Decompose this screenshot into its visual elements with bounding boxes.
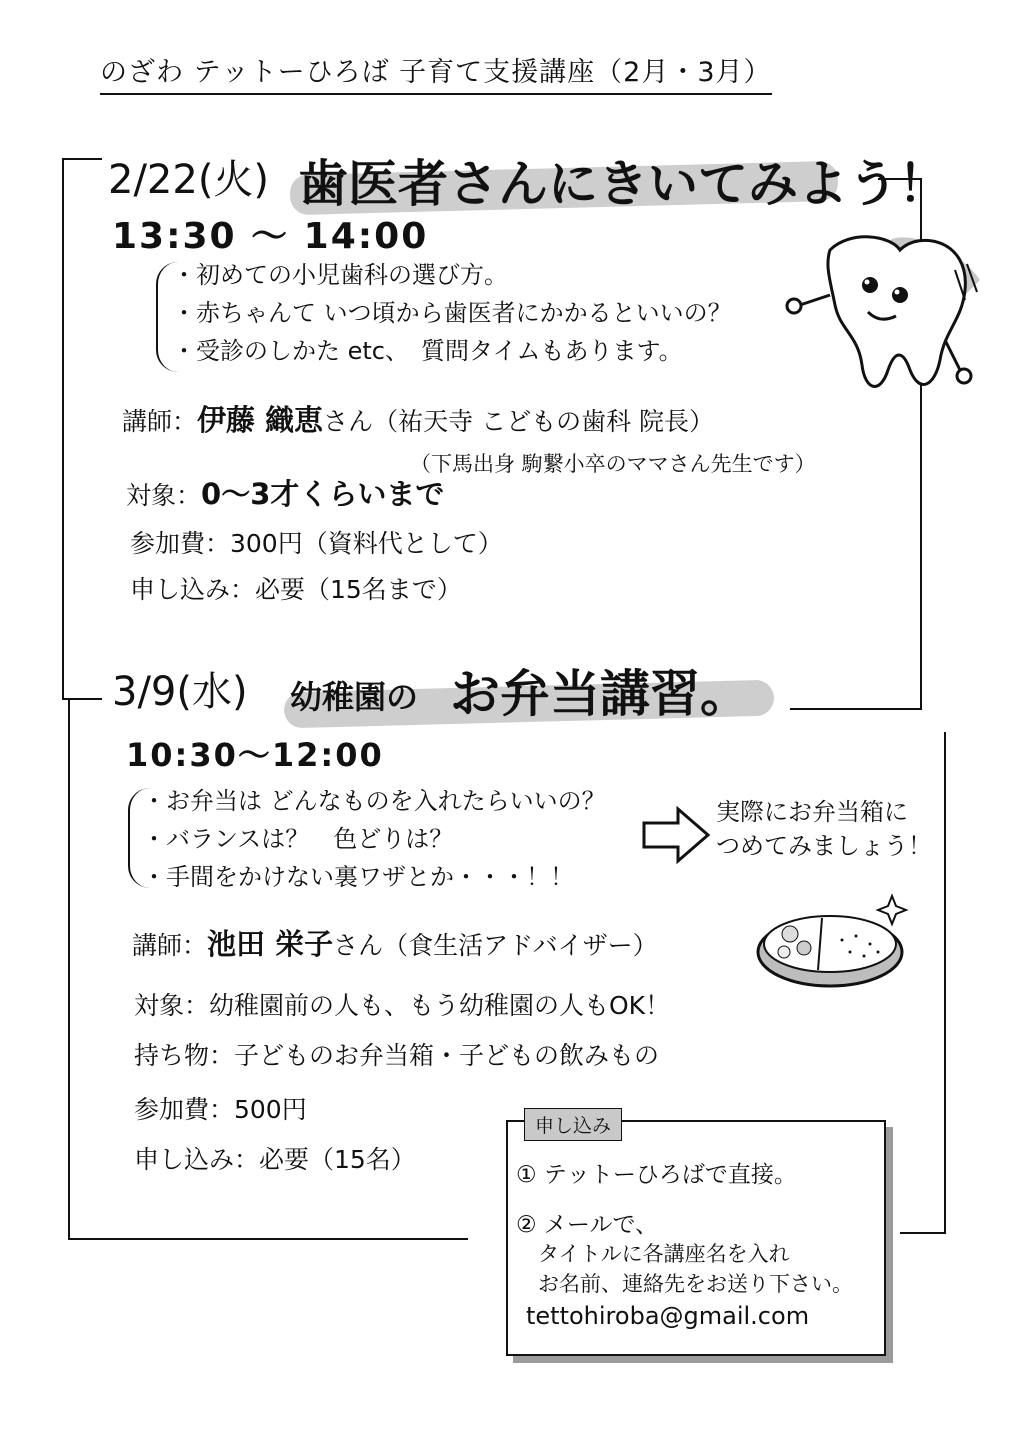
list-item: ・バランスは？ 色どりは？: [142, 825, 454, 853]
apply-method-1: ① テットーひろばで直接。: [516, 1162, 797, 1188]
lecture2-bring: 持ち物：子どものお弁当箱・子どもの飲みもの: [134, 1041, 660, 1070]
bento-box-icon: [752, 890, 922, 1000]
lecturer-suffix: さん（食生活アドバイザー）: [333, 931, 658, 960]
lecture2-heading: [284, 650, 784, 730]
list-item: ・受診のしかた etc、 質問タイムもあります。: [172, 337, 683, 365]
lecture1-target-row: [126, 472, 444, 513]
lecture2-bullets: [142, 782, 606, 896]
lecture2-note: [716, 795, 932, 863]
apply-box-label: 申し込み: [524, 1108, 622, 1141]
note-line: つめてみましょう！: [716, 832, 932, 860]
frame-line: [790, 708, 922, 710]
lecturer-name: 池田 栄子: [207, 927, 334, 961]
apply-instruction-1: タイトルに各講座名を入れ: [538, 1242, 790, 1266]
flyer-title: のざわ テットーひろば 子育て支援講座（2月・3月）: [100, 50, 772, 95]
lecture1-time: 13:30 〜 14:00: [112, 216, 429, 257]
apply-box: [506, 1115, 886, 1356]
lecturer-note: （下馬出身 駒繋小卒のママさん先生です）: [410, 452, 816, 476]
target-value: 0〜3才くらいまで: [201, 477, 445, 511]
list-item: ・赤ちゃんて いつ頃から歯医者にかかるといいの？: [172, 299, 732, 327]
lecture1-fee: 参加費：300円（資料代として）: [130, 529, 503, 558]
lecture1-bullets: [172, 256, 732, 370]
lecture2-target: 対象：幼稚園前の人も、もう幼稚園の人もOK！: [134, 991, 671, 1020]
list-item: ・初めての小児歯科の選び方。: [172, 261, 508, 289]
list-item: ・お弁当は どんなものを入れたらいいの？: [142, 787, 606, 815]
lecture2-title-small: 幼稚園の: [290, 678, 419, 716]
lecturer-label: 講師：: [132, 931, 208, 960]
lecture2-title-big: お弁当講習。: [450, 665, 750, 723]
lecture2-lecturer-row: [132, 922, 658, 963]
lecture1-lecturer-row: [122, 398, 714, 439]
apply-instruction-2: お名前、連絡先をお送り下さい。: [538, 1272, 853, 1296]
list-item: ・手間をかけない裏ワザとか・・・！！: [142, 863, 574, 891]
lecture1-apply: 申し込み：必要（15名まで）: [130, 575, 462, 604]
frame-line: [62, 158, 64, 698]
email-address[interactable]: tettohiroba@gmail.com: [526, 1302, 810, 1330]
lecture2-apply: 申し込み：必要（15名）: [134, 1145, 416, 1174]
frame-line: [68, 1238, 468, 1240]
lecture2-date: 3/9(水): [112, 669, 248, 715]
frame-line: [62, 158, 102, 160]
lecturer-label: 講師：: [122, 407, 198, 436]
arrow-right-icon: [640, 805, 712, 865]
frame-line: [900, 1232, 946, 1234]
frame-line: [944, 732, 946, 1232]
frame-line: [68, 698, 70, 1240]
lecturer-suffix: さん（祐天寺 こどもの歯科 院長）: [323, 407, 715, 436]
lecture1-date: 2/22(火): [108, 157, 270, 203]
lecture1-title: 歯医者さんにきいてみよう！: [298, 155, 948, 213]
tooth-mascot-icon: [770, 220, 1000, 420]
note-line: 実際にお弁当箱に: [716, 798, 908, 826]
lecture2-fee: 参加費：500円: [134, 1095, 307, 1124]
target-label: 対象：: [126, 481, 202, 510]
lecture2-time: 10:30〜12:00: [126, 736, 384, 774]
apply-method-2: ② メールで、: [516, 1212, 659, 1238]
lecturer-name: 伊藤 織恵: [197, 403, 324, 437]
